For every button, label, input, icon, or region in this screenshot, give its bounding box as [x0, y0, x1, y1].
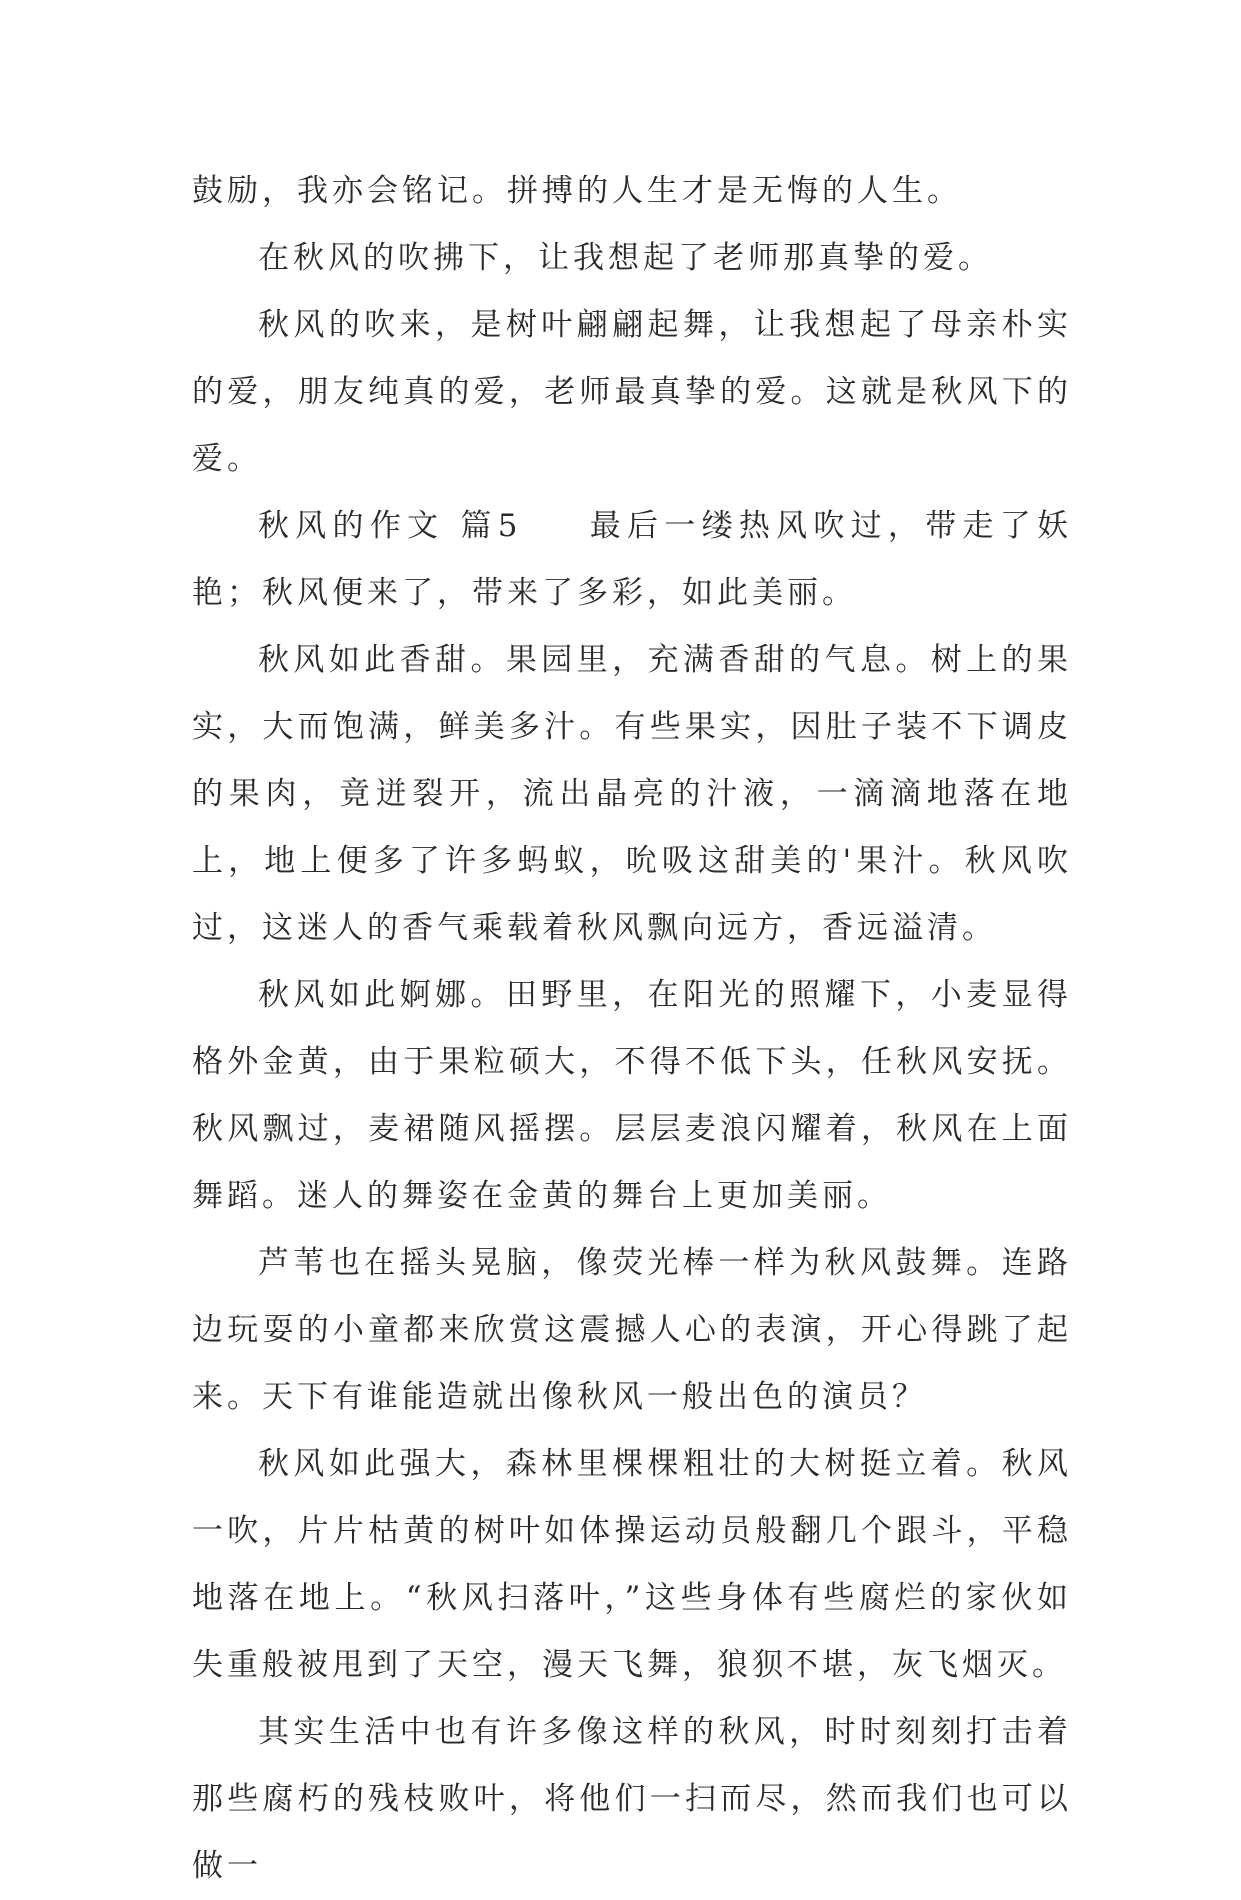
paragraph-reeds: 芦苇也在摇头晃脑，像荧光棒一样为秋风鼓舞。连路边玩耍的小童都来欣赏这震撼人心的表演，开心得跳了起来。天下有谁能造就出像秋风一般出色的演员？ — [192, 1245, 1072, 1415]
paragraph-life: 其实生活中也有许多像这样的秋风，时时刻刻打击着那些腐朽的残枝败叶，将他们一扫而尽，然而我们也可以做一 — [192, 1714, 1072, 1884]
paragraph-3: 秋风的吹来，是树叶翩翩起舞，让我想起了母亲朴实的爱，朋友纯真的爱，老师最真挚的爱。这就是秋风下的爱。 — [192, 307, 1072, 477]
section-paragraph — [192, 493, 1072, 627]
paragraph-field: 秋风如此婀娜。田野里，在阳光的照耀下，小麦显得格外金黄，由于果粒硕大，不得不低下头，任秋风安抚。秋风飘过，麦裙随风摇摆。层层麦浪闪耀着，秋风在上面舞蹈。迷人的舞姿在金黄的舞台上更加美丽。 — [192, 977, 1072, 1214]
paragraph-1: 鼓励，我亦会铭记。拼搏的人生才是无悔的人生。 — [192, 173, 962, 209]
paragraph-forest: 秋风如此强大，森林里棵棵粗壮的大树挺立着。秋风一吹，片片枯黄的树叶如体操运动员般翻几个跟斗，平稳地落在地上。“秋风扫落叶，”这些身体有些腐烂的家伙如失重般被甩到了天空，漫天飞舞，狼狈不堪，灰飞烟灭。 — [192, 1446, 1072, 1683]
body-text — [192, 158, 1072, 1900]
paragraph-orchard: 秋风如此香甜。果园里，充满香甜的气息。树上的果实，大而饱满，鲜美多汁。有些果实，因肚子装不下调皮的果肉，竟迸裂开，流出晶亮的汁液，一滴滴地落在地上，地上便多了许多蚂蚁，吮吸这甜美的'果汁。秋风吹过，这迷人的香气乘载着秋风飘向远方，香远溢清。 — [192, 642, 1072, 946]
section-heading: 秋风的作文 篇5 — [258, 508, 522, 544]
section-first-text: 最后一缕热风吹过，带走了妖艳；秋风便来了，带来了多彩，如此美丽。 — [192, 508, 1073, 611]
paragraph-2: 在秋风的吹拂下，让我想起了老师那真挚的爱。 — [258, 240, 993, 276]
